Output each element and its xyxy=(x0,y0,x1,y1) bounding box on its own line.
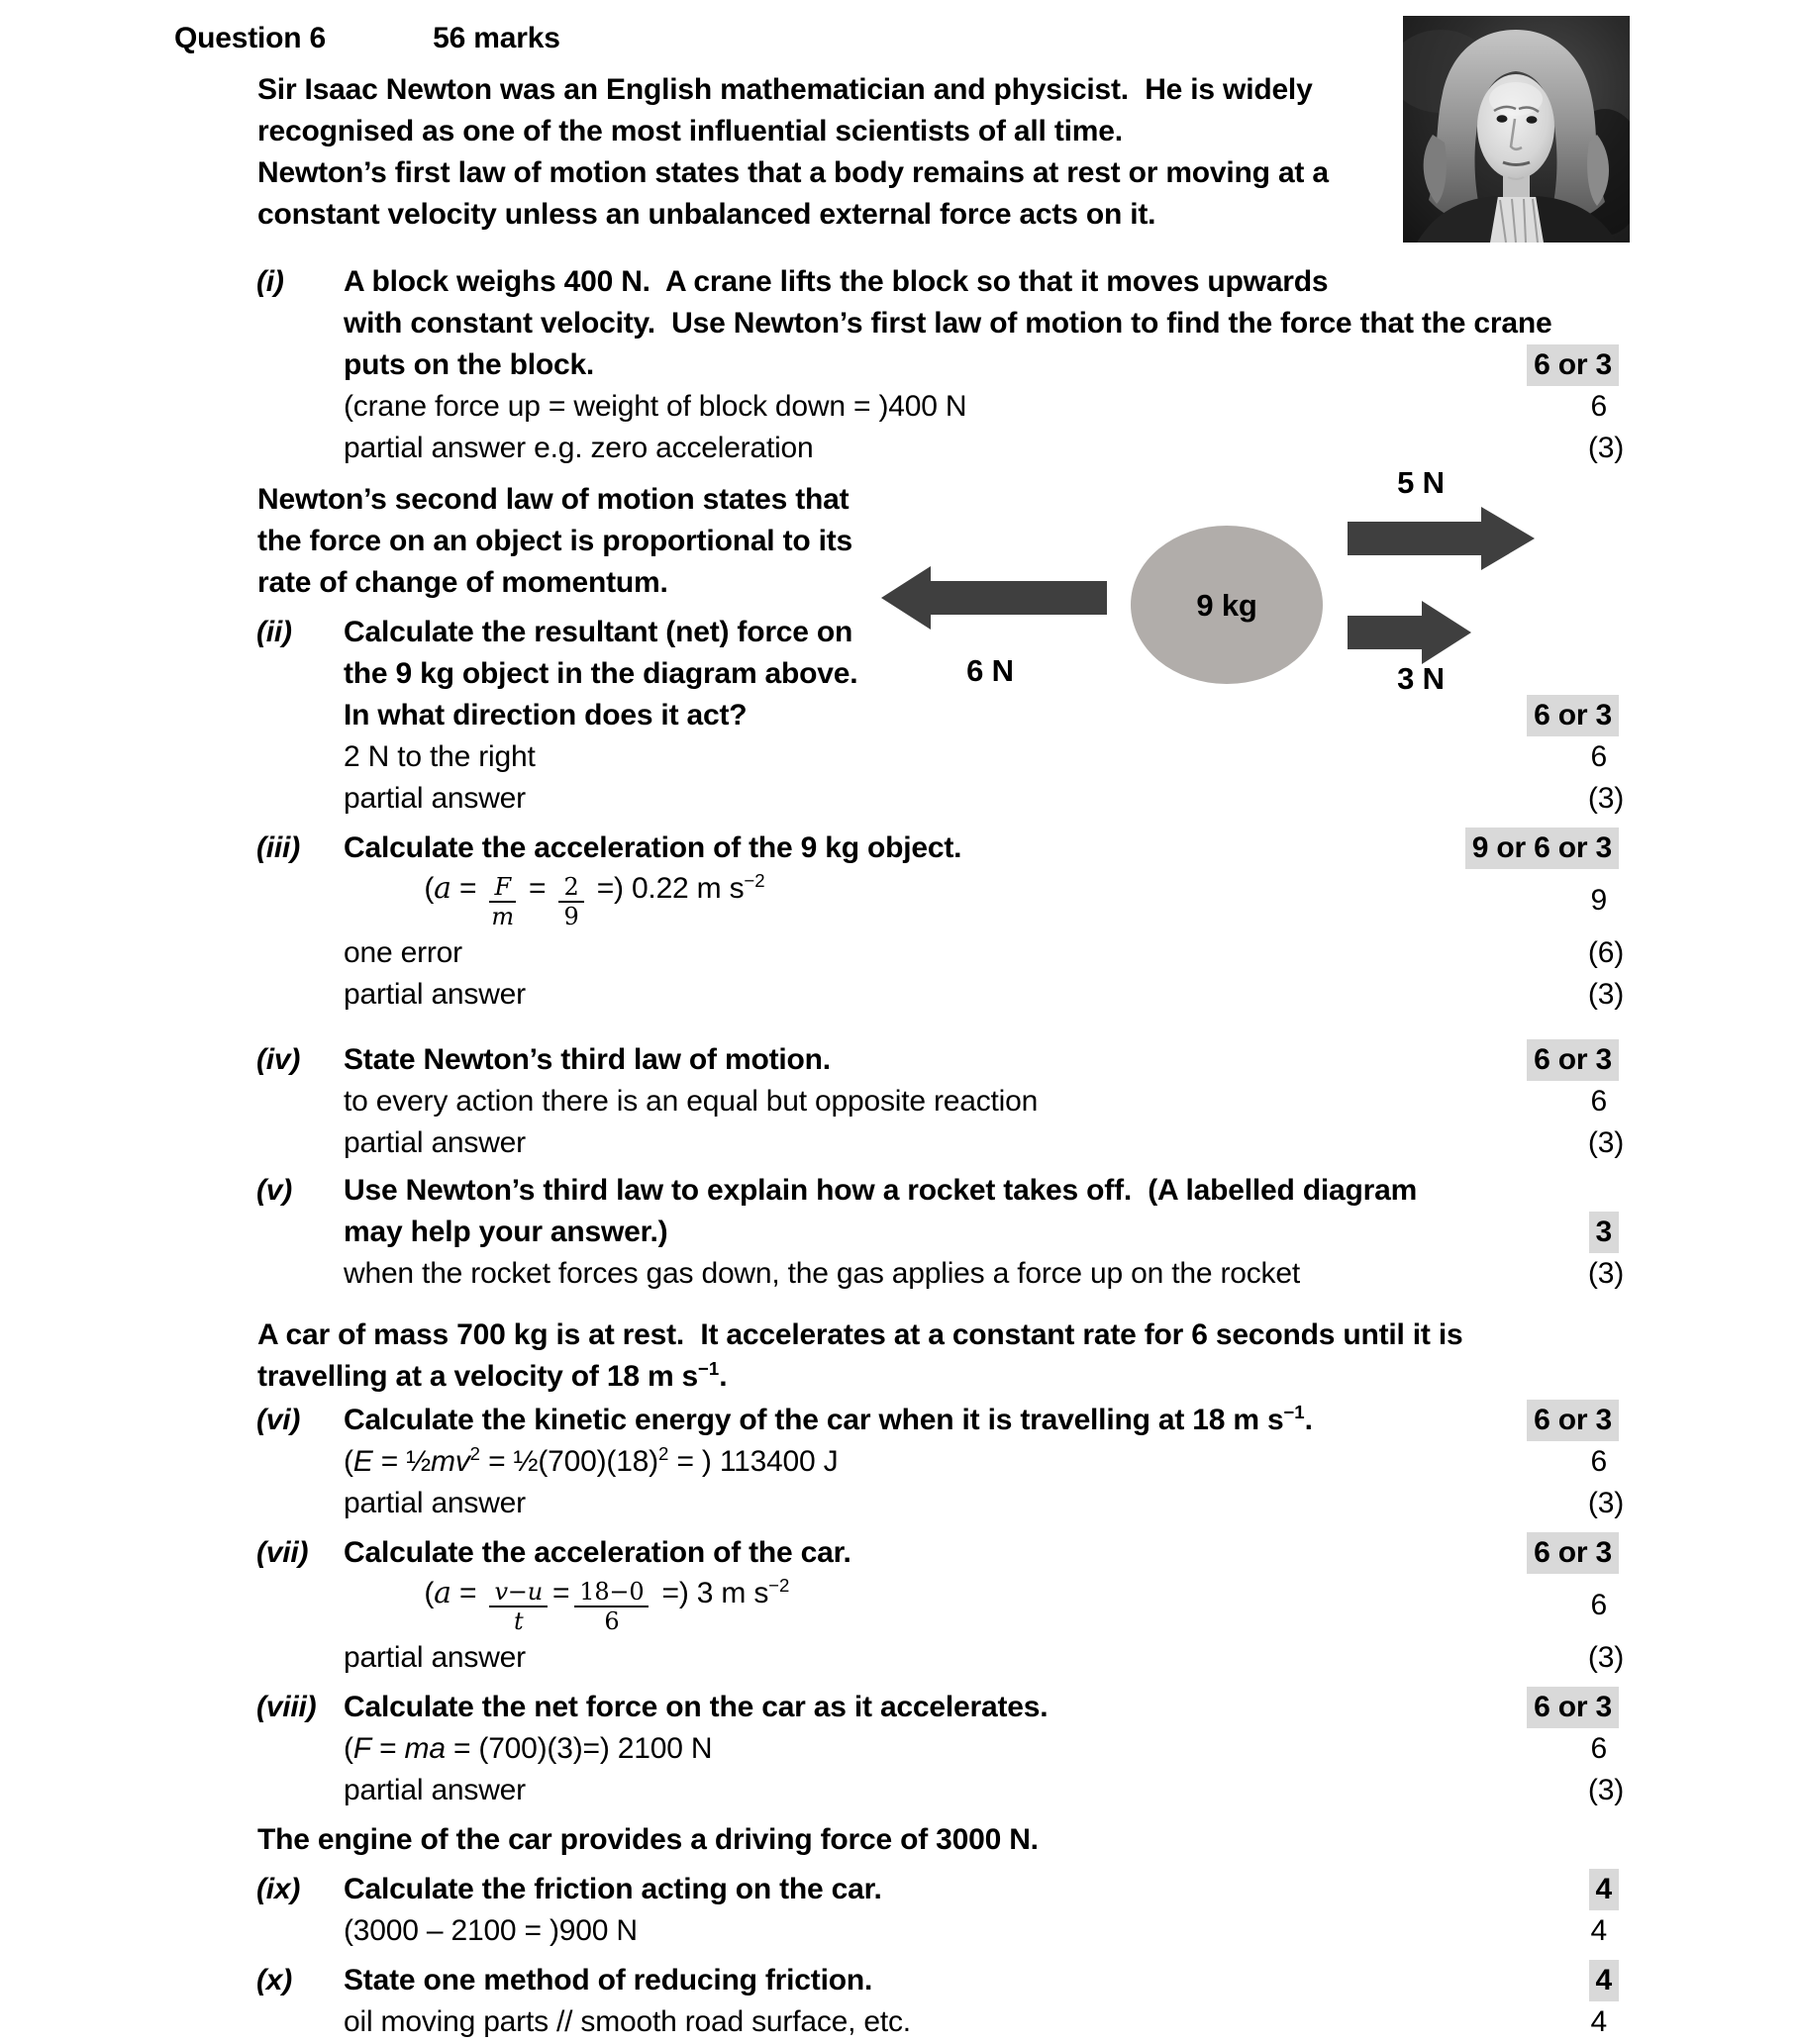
paragraph-line: Newton’s second law of motion states that xyxy=(257,483,850,516)
answer-line: when the rocket forces gas down, the gas applies a force up on the rocket xyxy=(344,1257,1300,1290)
formula-line xyxy=(344,869,1624,932)
portrait-forehead-highlight xyxy=(1489,82,1543,116)
formula-variable: a xyxy=(434,870,451,906)
marks-value: 9 xyxy=(1590,884,1607,917)
mass-label: 9 kg xyxy=(1196,588,1257,623)
formula-text: = ½ xyxy=(372,1445,432,1478)
formula-text: =) xyxy=(653,1576,689,1609)
answer-line: 2 N to the right xyxy=(344,740,536,773)
formula-variable: a xyxy=(434,1575,451,1610)
force-label-6n: 6 N xyxy=(966,653,1014,688)
exponent: −1 xyxy=(698,1358,720,1379)
formula-text: = xyxy=(551,1576,570,1609)
answer-line: one error xyxy=(344,936,462,969)
part-label: (ix) xyxy=(256,1873,301,1905)
formula-text: = ½(700)(18) xyxy=(479,1445,658,1478)
formula-variable: mv xyxy=(431,1445,470,1478)
force-arrow-right-5n xyxy=(1348,507,1535,570)
fraction xyxy=(558,873,583,931)
paragraph-line: rate of change of momentum. xyxy=(257,566,668,599)
question-line: Use Newton’s third law to explain how a rocket takes off. (A labelled diagram xyxy=(344,1174,1418,1207)
question-line: A block weighs 400 N. A crane lifts the block so that it moves upwards xyxy=(344,265,1329,298)
part-label: (vi) xyxy=(256,1404,301,1436)
marks-badge: 6 or 3 xyxy=(1527,695,1619,736)
question-text: . xyxy=(1304,1404,1313,1436)
portrait-eye-right xyxy=(1527,116,1538,124)
part-iii xyxy=(256,827,1624,1016)
marks-value: (3) xyxy=(1587,1257,1624,1290)
part-label: (vii) xyxy=(256,1536,309,1569)
part-vii xyxy=(256,1532,1624,1679)
part-iv xyxy=(256,1039,1624,1164)
paragraph-line: constant velocity unless an unbalanced external force acts on it. xyxy=(257,198,1156,231)
part-viii xyxy=(256,1687,1624,1811)
exponent: −1 xyxy=(1283,1402,1305,1422)
formula-exponent: −2 xyxy=(744,869,765,891)
force-label-5n: 5 N xyxy=(1397,465,1445,500)
marks-value: 6 xyxy=(1590,1732,1607,1765)
marks-badge: 4 xyxy=(1589,1869,1620,1910)
marks-badge: 6 or 3 xyxy=(1527,1400,1619,1441)
question-line: Calculate the acceleration of the 9 kg object. xyxy=(344,831,962,864)
marks-value: (3) xyxy=(1587,1487,1624,1519)
part-label: (iv) xyxy=(256,1043,301,1076)
question-line: the 9 kg object in the diagram above. xyxy=(344,657,858,690)
marks-value: (3) xyxy=(1587,1774,1624,1806)
part-label: (x) xyxy=(256,1964,293,1996)
force-label-3n: 3 N xyxy=(1397,661,1445,696)
answer-line: partial answer xyxy=(344,1774,526,1806)
fraction-denominator: t xyxy=(513,1606,524,1635)
formula-text: = ) 113400 J xyxy=(668,1445,839,1478)
paragraph-line: The engine of the car provides a driving force of 3000 N. xyxy=(257,1823,1039,1856)
formula-text: = xyxy=(450,1576,485,1609)
part-i xyxy=(256,261,1624,469)
fraction xyxy=(574,1578,649,1636)
paragraph-line: Newton’s first law of motion states that a body remains at rest or moving at a xyxy=(257,156,1329,189)
marks-badge: 9 or 6 or 3 xyxy=(1465,827,1619,869)
question-line: Calculate the resultant (net) force on xyxy=(344,616,853,648)
newton-portrait-image xyxy=(1403,16,1630,243)
paragraph-line: recognised as one of the most influential scientists of all time. xyxy=(257,115,1123,147)
marks-value: 6 xyxy=(1590,1085,1607,1118)
marks-badge: 3 xyxy=(1589,1212,1620,1253)
force-arrow-left-6n xyxy=(881,566,1107,630)
fraction-numerator: 2 xyxy=(558,873,583,903)
force-arrow-right-3n xyxy=(1348,601,1471,664)
formula-exponent: 2 xyxy=(469,1443,480,1464)
fraction xyxy=(489,873,515,931)
fraction-denominator: m xyxy=(491,902,514,930)
question-number: Question 6 xyxy=(174,22,327,54)
formula-exponent: 2 xyxy=(657,1443,669,1464)
answer-formula-line xyxy=(344,1728,712,1770)
total-marks: 56 marks xyxy=(433,22,560,54)
formula-exponent: −2 xyxy=(768,1574,790,1596)
marks-badge: 6 or 3 xyxy=(1527,344,1619,386)
formula-text: = xyxy=(450,871,485,905)
question-line xyxy=(344,1400,1313,1441)
formula-result: 3 m s xyxy=(688,1576,769,1609)
answer-line: (3000 – 2100 = )900 N xyxy=(344,1914,638,1947)
part-label: (i) xyxy=(256,265,284,298)
question-line: may help your answer.) xyxy=(344,1216,668,1248)
formula-text: ( xyxy=(424,1576,435,1609)
marks-value: 6 xyxy=(1590,740,1607,773)
answer-line: to every action there is an equal but opposite reaction xyxy=(344,1085,1039,1118)
answer-line: partial answer xyxy=(344,782,526,815)
engine-paragraph xyxy=(257,1819,1800,1861)
part-label: (viii) xyxy=(256,1691,317,1723)
answer-line: partial answer xyxy=(344,1641,526,1674)
marks-value: 4 xyxy=(1590,1914,1607,1947)
answer-line: partial answer xyxy=(344,1487,526,1519)
fraction-numerator: v−u xyxy=(489,1578,548,1607)
part-label: (ii) xyxy=(256,616,292,648)
part-ix xyxy=(256,1869,1624,1952)
paragraph-text: . xyxy=(719,1360,728,1393)
marks-value: (3) xyxy=(1587,782,1624,815)
marks-value: (3) xyxy=(1587,432,1624,464)
marks-value: 6 xyxy=(1590,1589,1607,1621)
question-line: State one method of reducing friction. xyxy=(344,1964,873,1996)
force-diagram xyxy=(842,451,1644,699)
answer-formula-line xyxy=(344,1441,838,1483)
fraction-numerator: F xyxy=(489,873,515,903)
paragraph-line xyxy=(257,1356,1800,1398)
formula-result: 0.22 m s xyxy=(623,871,745,905)
formula-text: = xyxy=(370,1732,405,1765)
answer-line: partial answer e.g. zero acceleration xyxy=(344,432,814,464)
formula-variable: ma xyxy=(404,1732,446,1765)
formula-text: = xyxy=(520,871,554,905)
question-text: Calculate the kinetic energy of the car when it is travelling at 18 m s xyxy=(344,1404,1284,1436)
marks-value: (6) xyxy=(1587,936,1624,969)
fraction-denominator: 6 xyxy=(604,1606,620,1635)
formula-variable: E xyxy=(352,1445,373,1478)
paragraph-line: A car of mass 700 kg is at rest. It accelerates at a constant rate for 6 seconds until it is xyxy=(257,1318,1463,1351)
formula-text: ( xyxy=(344,1445,353,1478)
question-line: Calculate the friction acting on the car. xyxy=(344,1873,882,1905)
part-label: (iii) xyxy=(256,831,300,864)
part-label: (v) xyxy=(256,1174,293,1207)
marks-value: 4 xyxy=(1590,2005,1607,2038)
fraction xyxy=(489,1578,548,1636)
marks-badge: 4 xyxy=(1589,1960,1620,2001)
marks-value: (3) xyxy=(1587,978,1624,1011)
paragraph-line: Sir Isaac Newton was an English mathematician and physicist. He is widely xyxy=(257,73,1313,106)
question-line: State Newton’s third law of motion. xyxy=(344,1043,831,1076)
marks-value: 6 xyxy=(1590,390,1607,423)
marks-badge: 6 or 3 xyxy=(1527,1039,1619,1081)
answer-line: partial answer xyxy=(344,1126,526,1159)
question-line: In what direction does it act? xyxy=(344,699,748,731)
answer-line: oil moving parts // smooth road surface, etc. xyxy=(344,2005,911,2038)
formula-text: ( xyxy=(424,871,435,905)
car-paragraph xyxy=(257,1314,1800,1398)
marks-badge: 6 or 3 xyxy=(1527,1532,1619,1574)
part-v xyxy=(256,1170,1624,1295)
part-x xyxy=(256,1960,1624,2043)
question-line: Calculate the acceleration of the car. xyxy=(344,1536,851,1569)
paragraph-text: travelling at a velocity of 18 m s xyxy=(257,1360,699,1393)
question-line: with constant velocity. Use Newton’s first law of motion to find the force that the crane xyxy=(344,307,1552,340)
marks-value: (3) xyxy=(1587,1126,1624,1159)
marks-value: (3) xyxy=(1587,1641,1624,1674)
paragraph-line: the force on an object is proportional to its xyxy=(257,525,853,557)
portrait-eye-left xyxy=(1497,115,1508,123)
answer-line: (crane force up = weight of block down = )400 N xyxy=(344,390,967,423)
formula-line xyxy=(344,1574,1624,1637)
question-line: Calculate the net force on the car as it accelerates. xyxy=(344,1691,1049,1723)
fraction-numerator: 18−0 xyxy=(574,1578,649,1607)
marks-badge: 6 or 3 xyxy=(1527,1687,1619,1728)
formula-text: = (700)(3)=) 2100 N xyxy=(445,1732,713,1765)
answer-line: partial answer xyxy=(344,978,526,1011)
fraction-denominator: 9 xyxy=(563,902,579,930)
formula-text: =) xyxy=(588,871,624,905)
part-vi xyxy=(256,1400,1624,1524)
question-line: puts on the block. xyxy=(344,348,595,381)
formula-variable: F xyxy=(352,1732,371,1765)
marks-value: 6 xyxy=(1590,1445,1607,1478)
formula-text: ( xyxy=(344,1732,353,1765)
